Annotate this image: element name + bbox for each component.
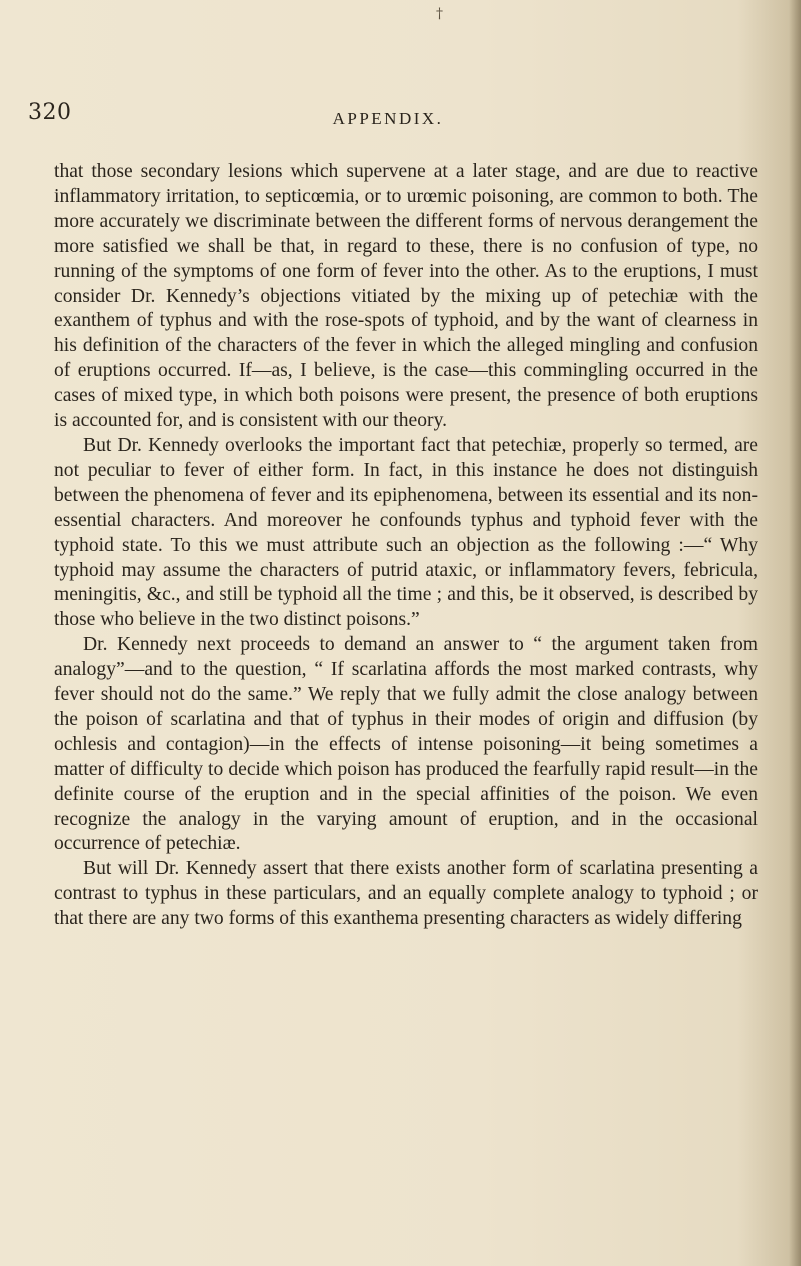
page-number: 320 [28,100,72,125]
page-header [28,100,748,140]
running-head: APPENDIX. [332,109,444,128]
paragraph: But will Dr. Kennedy assert that there exists another form of scarlatina presenting a contrast to typhus in these particulars, and an equally complete analogy to typhoid ; or that there are any two forms of this exanthema presenting characters as widely differing [54,858,758,930]
paragraph: But Dr. Kennedy overlooks the important fact that petechiæ, properly so termed, are not peculiar to fever of either form. In fact, in this instance he does not distinguish between the phenomena of fever and its epiphenomena, between its essential and its non-essential characters. And moreover he confounds typhus and typhoid fever with the typhoid state. To this we must attribute such an objection as the following :—“ Why typhoid may assume the characters of putrid ataxic, or inflammatory fevers, febricula, meningitis, &c., and still be typhoid all the time ; and this, be it observed, is described by those who believe in the two distinct poisons.” [54,434,758,631]
paragraph: that those secondary lesions which supervene at a later stage, and are due to reactive inflammatory irritation, to septicœmia, or to urœmic poisoning, are common to both. The more accurately we discriminate between the different forms of nervous derangement the more satisfied we shall be that, in regard to these, there is no confusion of type, no running of the symptoms of one form of fever into the other. As to the eruptions, I must consider Dr. Kennedy’s objections vitiated by the mixing up of petechiæ with the exanthem of typhus and with the rose-spots of typhoid, and by the want of clearness in his definition of the characters of the fever in which the alleged mingling and confusion of eruptions occurred. If—as, I believe, is the case—this commingling occurred in the cases of mixed type, in which both poisons were present, the presence of both eruptions is accounted for, and is consistent with our theory. [54,161,758,432]
page-edge-shadow [789,0,801,1266]
body-text [54,160,758,932]
stray-mark: † [436,6,443,22]
paragraph: Dr. Kennedy next proceeds to demand an answer to “ the argument taken from analogy”—and to the question, “ If scarlatina affords the most marked contrasts, why fever should not do the same.” We reply that we fully admit the close analogy between the poison of scarlatina and that of typhus in their modes of origin and diffusion (by ochlesis and contagion)—in the effects of intense poisoning—it being sometimes a matter of difficulty to decide which poison has produced the fearfully rapid result—in the definite course of the eruption and in the special affinities of the poison. We even recognize the analogy in the varying amount of eruption, and in the occasional occurrence of petechiæ. [54,634,758,855]
